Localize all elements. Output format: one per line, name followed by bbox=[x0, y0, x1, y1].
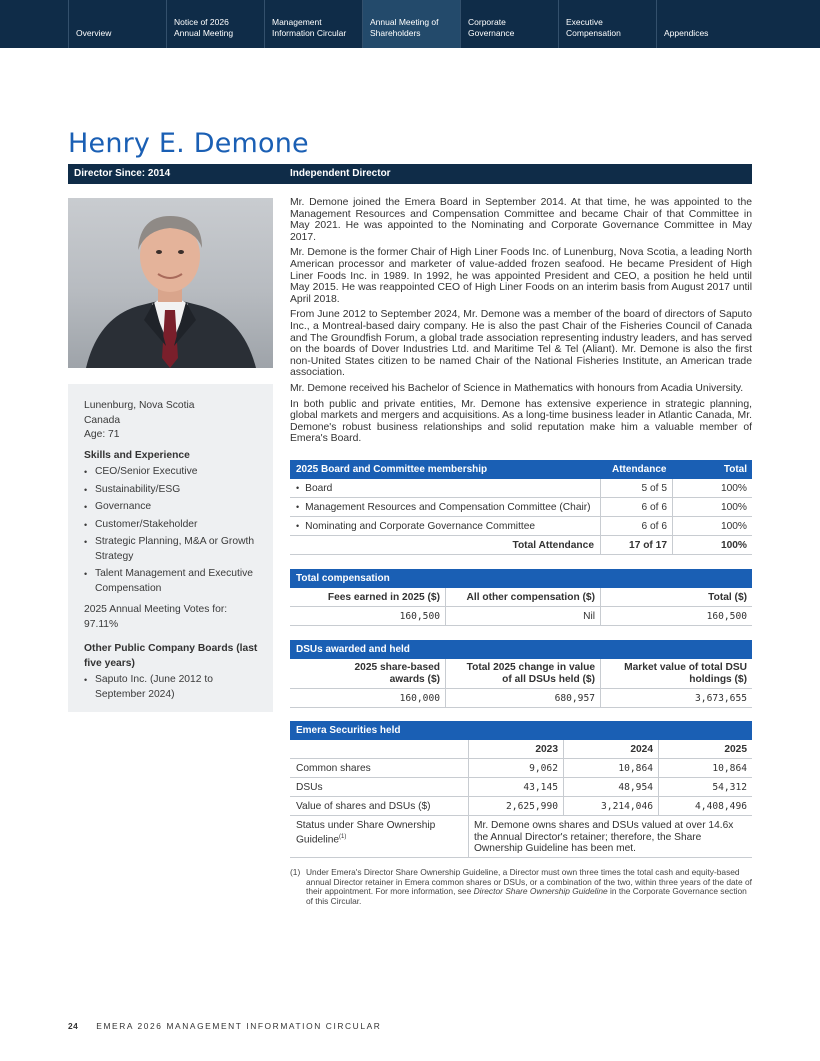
dsus-table bbox=[290, 640, 752, 708]
nav-tab-governance[interactable]: Corporate Governance bbox=[460, 0, 558, 48]
table-row bbox=[290, 797, 752, 816]
total-col-header: Total bbox=[723, 464, 747, 475]
ownership-status-text: Mr. Demone owns shares and DSUs valued at over 14.6x the Annual Director's retainer; therefore, the Share Ownership Guideline has been met. bbox=[468, 816, 752, 857]
other-comp-value: Nil bbox=[445, 607, 600, 625]
skill-item: • Strategic Planning, M&A or Growth Strategy bbox=[84, 535, 261, 564]
director-photo bbox=[68, 198, 273, 368]
security-value: 9,062 bbox=[468, 759, 563, 777]
total-attendance-row bbox=[290, 536, 752, 555]
ownership-status-row bbox=[290, 816, 752, 858]
total-comp-value: 160,500 bbox=[600, 607, 752, 625]
footnote-link-text: Director Share Ownership Guideline bbox=[473, 886, 608, 897]
security-value: 10,864 bbox=[563, 759, 658, 777]
other-boards-heading: Other Public Company Boards (last five years) bbox=[84, 643, 258, 669]
footnote bbox=[290, 868, 752, 906]
skill-item: • Sustainability/ESG bbox=[84, 483, 261, 498]
nav-tab-compensation[interactable]: Executive Compensation bbox=[558, 0, 656, 48]
change-value: 680,957 bbox=[445, 689, 600, 707]
security-value: 2,625,990 bbox=[468, 797, 563, 815]
total-comp-col-header: Total ($) bbox=[600, 588, 752, 606]
security-value: 4,408,496 bbox=[658, 797, 752, 815]
compensation-table bbox=[290, 569, 752, 626]
total-value: 100% bbox=[672, 517, 752, 535]
committee-name: • Management Resources and Compensation Committee (Chair) bbox=[292, 498, 591, 516]
nav-tab-appendices[interactable]: Appendices bbox=[656, 0, 754, 48]
year-col-header: 2025 bbox=[658, 740, 752, 758]
attendance-col-header: Attendance bbox=[612, 464, 667, 475]
total-value: 100% bbox=[672, 498, 752, 516]
bio-paragraph: In both public and private entities, Mr. Demone has extensive experience in strategic planning, global markets and mergers and acquisitions. As a long-time business leader in Atlantic Canada, Mr. Demone's robust business relationships and solid reputation make him a valuable member of Emera's Board. bbox=[290, 398, 752, 445]
table-header-row bbox=[290, 740, 752, 759]
market-value: 3,673,655 bbox=[600, 689, 752, 707]
status-label-text: Status under Share Ownership Guideline bbox=[296, 820, 436, 845]
director-name: Henry E. Demone bbox=[68, 128, 309, 159]
year-col-header: 2024 bbox=[563, 740, 658, 758]
header-line: Market value of total DSU bbox=[624, 662, 747, 673]
security-value: 48,954 bbox=[563, 778, 658, 796]
table-row bbox=[290, 759, 752, 778]
director-age: Age: 71 bbox=[84, 429, 120, 440]
director-since: Director Since: 2014 bbox=[74, 168, 171, 179]
attendance-value: 5 of 5 bbox=[600, 479, 672, 497]
share-awards-value: 160,000 bbox=[399, 693, 440, 704]
director-status: Independent Director bbox=[290, 168, 391, 179]
security-value: 3,214,046 bbox=[563, 797, 658, 815]
table-header-row bbox=[290, 659, 752, 689]
footnote-text-part: Under Emera's Director Share Ownership Guideline, a Director must own three times the total cash and equity-based annual Director retainer in Emera common shares or DSUs, or a combination of the two, within three years of the date of their appointment. For more information, see bbox=[306, 867, 752, 897]
security-label: DSUs bbox=[296, 782, 323, 793]
skill-item: • Talent Management and Executive Compensation bbox=[84, 567, 261, 596]
table-row bbox=[290, 689, 752, 708]
nav-tab-overview[interactable]: Overview bbox=[68, 0, 166, 48]
security-value: 54,312 bbox=[658, 778, 752, 796]
nav-tab-notice[interactable]: Notice of 2026 Annual Meeting bbox=[166, 0, 264, 48]
table-row bbox=[290, 778, 752, 797]
attendance-value: 6 of 6 bbox=[600, 517, 672, 535]
bio-paragraph: Mr. Demone is the former Chair of High Liner Foods Inc. of Lunenburg, Nova Scotia, a leading North American processor and marketer of value-added frozen seafood. He became President of High Liner Foods Inc. in 1989. In 1992, he was appointed President and CEO, a position he held until May 2015. He was reappointed CEO of High Liner Foods on an interim basis from August 2017 until April 2018. bbox=[290, 247, 752, 305]
top-navigation bbox=[0, 0, 820, 48]
header-line: awards ($) bbox=[389, 674, 440, 685]
table-row bbox=[290, 498, 752, 517]
membership-title: 2025 Board and Committee membership bbox=[296, 464, 488, 475]
dsus-table-header: DSUs awarded and held bbox=[290, 640, 752, 659]
footnote-text-part: in the Corporate Governance section of this Circular. bbox=[306, 886, 747, 906]
security-value: 10,864 bbox=[658, 759, 752, 777]
security-label: Value of shares and DSUs ($) bbox=[296, 801, 431, 812]
security-label: Common shares bbox=[296, 763, 371, 774]
director-info-bar bbox=[68, 164, 752, 184]
page-number: 24 bbox=[68, 1021, 79, 1031]
director-biography bbox=[290, 197, 752, 449]
footnote-number: (1) bbox=[290, 867, 301, 877]
table-row bbox=[290, 607, 752, 626]
header-line: of all DSUs held ($) bbox=[502, 674, 595, 685]
share-awards-col-header bbox=[290, 659, 445, 688]
skill-item: • CEO/Senior Executive bbox=[84, 465, 261, 480]
committee-name: • Board bbox=[292, 479, 332, 497]
bio-paragraph: Mr. Demone received his Bachelor of Science in Mathematics with honours from Acadia University. bbox=[290, 382, 744, 394]
location-city: Lunenburg, Nova Scotia bbox=[84, 400, 195, 411]
total-attendance-value: 17 of 17 bbox=[600, 536, 672, 554]
page-footer bbox=[68, 1021, 381, 1031]
portrait-illustration bbox=[68, 198, 273, 368]
skill-item: • Customer/Stakeholder bbox=[84, 518, 261, 533]
location-block bbox=[84, 399, 261, 443]
bio-paragraph: From June 2012 to September 2024, Mr. Demone was a member of the board of directors of Saputo Inc., a Montreal-based dairy company. He is also the past Chair of the Fisheries Council of Canada and The Groundfish Forum, a global trade association representing industry leaders, and has served on the boards of Dover Industries Ltd. and Maritime Tel & Tel (Aliant). Mr. Demone is also the first non-United States citizen to be named Chair of the National Fisheries Institute, an American trade association. bbox=[290, 309, 752, 379]
header-line: Total 2025 change in value bbox=[466, 662, 595, 673]
committee-name: • Nominating and Corporate Governance Committee bbox=[292, 517, 535, 535]
total-attendance-pct: 100% bbox=[672, 536, 752, 554]
market-value-col-header bbox=[600, 659, 752, 688]
ownership-status-label bbox=[296, 816, 464, 857]
fees-value: 160,500 bbox=[399, 611, 440, 622]
location-country: Canada bbox=[84, 414, 121, 426]
table-row bbox=[290, 479, 752, 498]
skills-list bbox=[84, 465, 261, 596]
nav-tab-circular[interactable]: Management Information Circular bbox=[264, 0, 362, 48]
other-boards-list bbox=[84, 673, 261, 702]
header-line: 2025 share-based bbox=[354, 662, 440, 673]
document-title: EMERA 2026 MANAGEMENT INFORMATION CIRCULAR bbox=[96, 1021, 382, 1031]
header-line: holdings ($) bbox=[689, 674, 747, 685]
total-value: 100% bbox=[672, 479, 752, 497]
footnote-marker: (1) bbox=[339, 833, 347, 840]
other-comp-col-header: All other compensation ($) bbox=[445, 588, 600, 606]
total-attendance-label: Total Attendance bbox=[512, 540, 594, 551]
skills-heading: Skills and Experience bbox=[84, 449, 190, 461]
compensation-table-header: Total compensation bbox=[290, 569, 752, 588]
nav-tab-annual-meeting[interactable]: Annual Meeting of Shareholders bbox=[362, 0, 460, 48]
fees-col-header: Fees earned in 2025 ($) bbox=[327, 592, 440, 603]
securities-table bbox=[290, 721, 752, 858]
director-profile-box bbox=[68, 384, 273, 712]
securities-table-header: Emera Securities held bbox=[290, 721, 752, 740]
board-item: • Saputo Inc. (June 2012 to September 2024) bbox=[84, 673, 261, 702]
table-header-row bbox=[290, 588, 752, 607]
skill-item: • Governance bbox=[84, 500, 261, 515]
attendance-value: 6 of 6 bbox=[600, 498, 672, 516]
meeting-votes: 2025 Annual Meeting Votes for: 97.11% bbox=[84, 604, 228, 630]
year-col-header: 2023 bbox=[468, 740, 563, 758]
table-row bbox=[290, 517, 752, 536]
change-value-col-header bbox=[445, 659, 600, 688]
membership-table bbox=[290, 460, 752, 555]
bio-paragraph: Mr. Demone joined the Emera Board in September 2014. At that time, he was appointed to the Management Resources and Compensation Committee and became Chair of that Committee in May 2021. He was appointed to the Nominating and Corporate Governance Committee in May 2017. bbox=[290, 197, 752, 243]
membership-table-header bbox=[290, 460, 752, 479]
security-value: 43,145 bbox=[468, 778, 563, 796]
footnote-text bbox=[306, 868, 752, 906]
